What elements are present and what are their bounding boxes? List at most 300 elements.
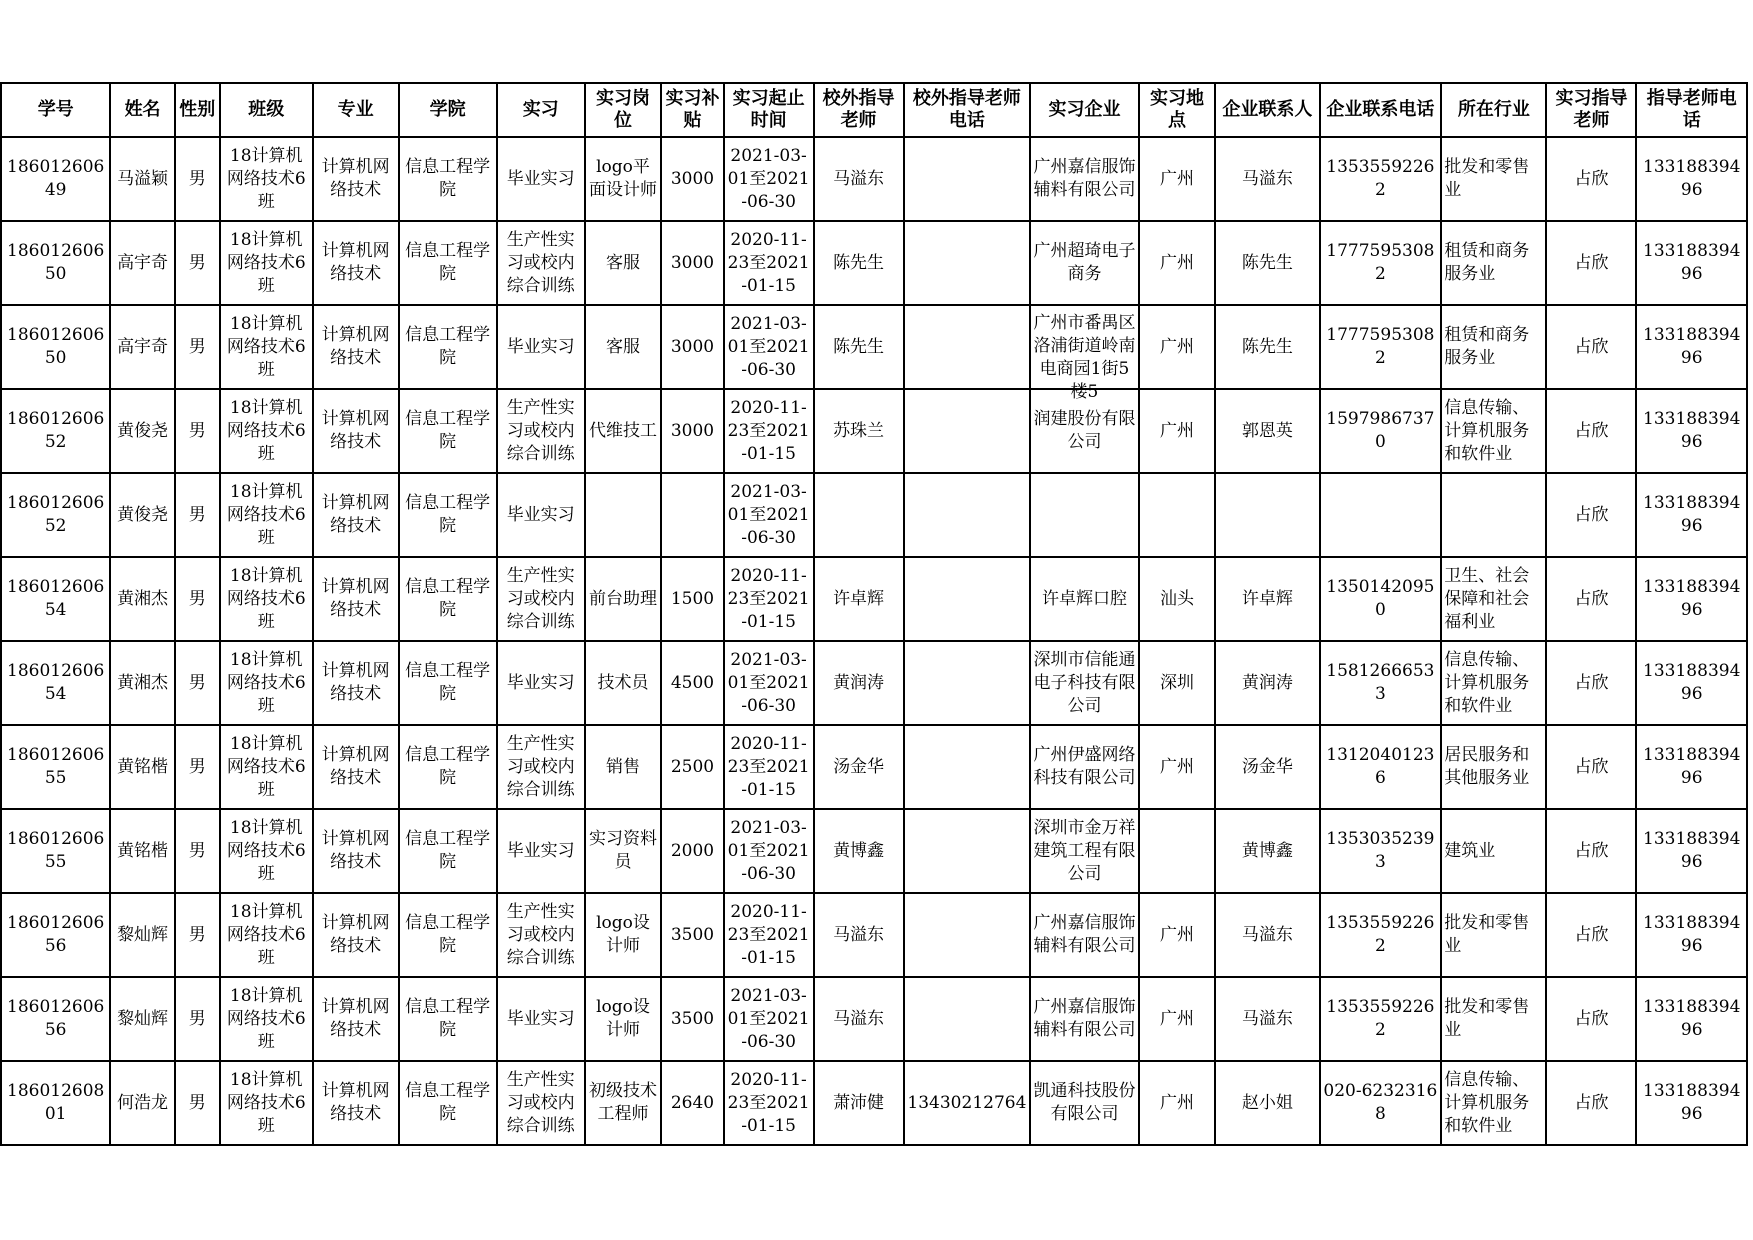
cell-major	[313, 809, 399, 893]
col-header-major: 专业	[313, 83, 399, 137]
cell-industry	[1441, 389, 1546, 473]
cell-college	[399, 893, 497, 977]
cell-internship-type	[497, 893, 585, 977]
cell-subsidy	[661, 977, 723, 1061]
cell-text: 信息工程学院	[405, 493, 491, 536]
cell-gender	[175, 1061, 220, 1145]
cell-text: 2000	[670, 840, 715, 861]
cell-text: 深圳市信能通电子科技有限公司	[1033, 649, 1136, 716]
cell-text: 020-62323168	[1323, 1081, 1438, 1124]
cell-name	[110, 1061, 174, 1145]
col-header-company-phone: 企业联系电话	[1320, 83, 1442, 137]
col-header-internal-mentor: 实习指导老师	[1546, 83, 1636, 137]
cell-text: 18601260650	[7, 325, 105, 368]
cell-text: 凯通科技股份有限公司	[1033, 1081, 1136, 1124]
cell-internship-type	[497, 977, 585, 1061]
cell-subsidy	[661, 137, 723, 221]
cell-text: 3000	[670, 336, 715, 357]
cell-text: 汕头	[1159, 588, 1194, 609]
cell-company-phone	[1320, 1061, 1442, 1145]
cell-text: 广州伊盛网络科技有限公司	[1033, 745, 1136, 788]
cell-location	[1139, 389, 1216, 473]
cell-text: 信息工程学院	[405, 409, 491, 452]
cell-text: 男	[188, 924, 206, 945]
cell-external-mentor	[814, 893, 904, 977]
cell-text: 计算机网络技术	[321, 913, 390, 956]
cell-position	[585, 1061, 662, 1145]
cell-name	[110, 641, 174, 725]
cell-subsidy	[661, 641, 723, 725]
cell-text: 2021-03-01至2021-06-30	[727, 985, 810, 1052]
cell-internship-type	[497, 557, 585, 641]
cell-text: 卫生、社会保障和社会福利业	[1444, 565, 1530, 632]
cell-college	[399, 725, 497, 809]
cell-external-mentor-phone	[904, 389, 1031, 473]
cell-text: 2020-11-23至2021-01-15	[727, 733, 810, 800]
cell-text: 2021-03-01至2021-06-30	[727, 817, 810, 884]
cell-company-contact	[1215, 893, 1319, 977]
cell-college	[399, 1061, 497, 1145]
cell-text: 信息工程学院	[405, 745, 491, 788]
cell-student-id	[1, 557, 110, 641]
cell-major	[313, 473, 399, 557]
cell-internship-type	[497, 1061, 585, 1145]
cell-class	[220, 305, 313, 389]
cell-major	[313, 893, 399, 977]
table-row	[1, 221, 1747, 305]
cell-external-mentor-phone	[904, 641, 1031, 725]
cell-gender	[175, 221, 220, 305]
cell-text: 信息工程学院	[405, 577, 491, 620]
cell-company-contact	[1215, 977, 1319, 1061]
cell-text: 18601260654	[7, 661, 105, 704]
col-header-period: 实习起止时间	[724, 83, 814, 137]
cell-location	[1139, 977, 1216, 1061]
cell-period	[724, 137, 814, 221]
cell-company-phone	[1320, 557, 1442, 641]
cell-gender	[175, 389, 220, 473]
cell-gender	[175, 305, 220, 389]
cell-location	[1139, 137, 1216, 221]
cell-text: 计算机网络技术	[321, 577, 390, 620]
cell-text: 萧沛健	[833, 1092, 885, 1113]
cell-text: 15979867370	[1326, 409, 1435, 452]
cell-text: 润建股份有限公司	[1033, 409, 1136, 452]
cell-class	[220, 221, 313, 305]
cell-student-id	[1, 725, 110, 809]
cell-external-mentor	[814, 725, 904, 809]
cell-text: 客服	[605, 252, 640, 273]
cell-text: 技术员	[597, 672, 649, 693]
cell-text: 13535592262	[1326, 997, 1435, 1040]
cell-college	[399, 977, 497, 1061]
cell-text: 占欣	[1574, 168, 1609, 189]
cell-mentor-phone	[1636, 809, 1747, 893]
cell-mentor-phone	[1636, 893, 1747, 977]
cell-gender	[175, 137, 220, 221]
cell-text: 许卓辉	[1241, 588, 1293, 609]
cell-internal-mentor	[1546, 893, 1636, 977]
cell-text: 计算机网络技术	[321, 325, 390, 368]
cell-period	[724, 389, 814, 473]
cell-company	[1030, 137, 1138, 221]
cell-text: 2021-03-01至2021-06-30	[727, 649, 810, 716]
cell-text: 黄铭楷	[117, 840, 169, 861]
cell-text: 占欣	[1574, 504, 1609, 525]
cell-company	[1030, 977, 1138, 1061]
cell-internship-type	[497, 641, 585, 725]
cell-major	[313, 389, 399, 473]
cell-internal-mentor	[1546, 641, 1636, 725]
cell-text: 计算机网络技术	[321, 157, 390, 200]
cell-text: 黄湘杰	[117, 672, 169, 693]
cell-text: 毕业实习	[506, 168, 575, 189]
cell-company	[1030, 809, 1138, 893]
cell-text: 计算机网络技术	[321, 997, 390, 1040]
cell-college	[399, 305, 497, 389]
cell-college	[399, 389, 497, 473]
cell-text: 生产性实习或校内综合训练	[506, 397, 575, 464]
table-row	[1, 977, 1747, 1061]
cell-text: 男	[188, 252, 206, 273]
cell-internal-mentor	[1546, 305, 1636, 389]
cell-text: logo设计师	[596, 913, 650, 956]
cell-text: 批发和零售业	[1444, 997, 1530, 1040]
cell-internal-mentor	[1546, 221, 1636, 305]
cell-text: 占欣	[1574, 1092, 1609, 1113]
cell-text: 13430212764	[907, 1092, 1027, 1113]
cell-text: 计算机网络技术	[321, 661, 390, 704]
cell-position	[585, 977, 662, 1061]
cell-text: 黄润涛	[833, 672, 885, 693]
cell-mentor-phone	[1636, 473, 1747, 557]
cell-name	[110, 389, 174, 473]
cell-text: 信息工程学院	[405, 241, 491, 284]
cell-text: logo设计师	[596, 997, 650, 1040]
cell-text: 生产性实习或校内综合训练	[506, 229, 575, 296]
cell-text: 毕业实习	[506, 672, 575, 693]
cell-text: 18601260649	[7, 157, 105, 200]
cell-text: 广州	[1159, 168, 1194, 189]
cell-position	[585, 809, 662, 893]
cell-gender	[175, 809, 220, 893]
cell-text: 18601260801	[7, 1081, 105, 1124]
cell-internal-mentor	[1546, 137, 1636, 221]
cell-text: 男	[188, 168, 206, 189]
cell-text: 13530352393	[1326, 829, 1435, 872]
cell-class	[220, 809, 313, 893]
cell-location	[1139, 725, 1216, 809]
cell-company-contact	[1215, 809, 1319, 893]
cell-internal-mentor	[1546, 809, 1636, 893]
cell-internal-mentor	[1546, 1061, 1636, 1145]
cell-mentor-phone	[1636, 557, 1747, 641]
cell-internship-type	[497, 221, 585, 305]
cell-location	[1139, 305, 1216, 389]
cell-text: 陈先生	[833, 252, 885, 273]
cell-text: 18计算机网络技术6班	[226, 565, 306, 632]
cell-text: 计算机网络技术	[321, 409, 390, 452]
cell-major	[313, 1061, 399, 1145]
cell-external-mentor	[814, 641, 904, 725]
cell-text: 占欣	[1574, 588, 1609, 609]
cell-name	[110, 137, 174, 221]
cell-student-id	[1, 473, 110, 557]
cell-text: 2020-11-23至2021-01-15	[727, 1069, 810, 1136]
cell-text: 18601260656	[7, 997, 105, 1040]
cell-text: 信息工程学院	[405, 913, 491, 956]
cell-text: 男	[188, 1008, 206, 1029]
cell-text: 18计算机网络技术6班	[226, 145, 306, 212]
table-row	[1, 893, 1747, 977]
cell-mentor-phone	[1636, 1061, 1747, 1145]
cell-text: 销售	[605, 756, 640, 777]
cell-text: 计算机网络技术	[321, 829, 390, 872]
cell-text: logo平面设计师	[588, 157, 657, 200]
cell-gender	[175, 641, 220, 725]
cell-student-id	[1, 1061, 110, 1145]
cell-text: 信息工程学院	[405, 661, 491, 704]
cell-text: 批发和零售业	[1444, 157, 1530, 200]
cell-external-mentor	[814, 305, 904, 389]
cell-mentor-phone	[1636, 389, 1747, 473]
cell-text: 生产性实习或校内综合训练	[506, 901, 575, 968]
cell-text: 建筑业	[1444, 840, 1496, 861]
cell-text: 13318839496	[1643, 829, 1741, 872]
cell-company-contact	[1215, 1061, 1319, 1145]
cell-period	[724, 977, 814, 1061]
cell-mentor-phone	[1636, 725, 1747, 809]
cell-text: 马溢东	[1241, 924, 1293, 945]
cell-text: 毕业实习	[506, 840, 575, 861]
cell-industry	[1441, 557, 1546, 641]
cell-text: 占欣	[1574, 924, 1609, 945]
table-row	[1, 389, 1747, 473]
cell-industry	[1441, 305, 1546, 389]
col-header-gender: 性别	[175, 83, 220, 137]
cell-college	[399, 641, 497, 725]
cell-gender	[175, 893, 220, 977]
cell-company-phone	[1320, 473, 1442, 557]
cell-gender	[175, 977, 220, 1061]
cell-college	[399, 809, 497, 893]
cell-text: 马溢东	[1241, 1008, 1293, 1029]
cell-internship-type	[497, 725, 585, 809]
cell-text: 广州	[1159, 1092, 1194, 1113]
cell-text: 男	[188, 504, 206, 525]
cell-text: 13120401236	[1326, 745, 1435, 788]
cell-major	[313, 221, 399, 305]
cell-text: 3000	[670, 168, 715, 189]
cell-text: 13318839496	[1643, 157, 1741, 200]
cell-text: 广州	[1159, 252, 1194, 273]
cell-text: 黄铭楷	[117, 756, 169, 777]
cell-company-phone	[1320, 221, 1442, 305]
cell-period	[724, 1061, 814, 1145]
cell-text: 苏珠兰	[833, 420, 885, 441]
col-header-student-id: 学号	[1, 83, 110, 137]
cell-external-mentor-phone	[904, 809, 1031, 893]
cell-text: 4500	[670, 672, 715, 693]
col-header-internship-type: 实习	[497, 83, 585, 137]
cell-gender	[175, 557, 220, 641]
cell-text: 信息工程学院	[405, 157, 491, 200]
cell-major	[313, 977, 399, 1061]
cell-text: 18计算机网络技术6班	[226, 985, 306, 1052]
cell-internship-type	[497, 809, 585, 893]
cell-company-phone	[1320, 725, 1442, 809]
cell-text: 信息工程学院	[405, 1081, 491, 1124]
cell-text: 黄博鑫	[833, 840, 885, 861]
cell-text: 生产性实习或校内综合训练	[506, 565, 575, 632]
cell-location	[1139, 557, 1216, 641]
cell-text: 2640	[670, 1092, 715, 1113]
cell-major	[313, 725, 399, 809]
table-row	[1, 725, 1747, 809]
cell-text: 3500	[670, 1008, 715, 1029]
cell-internal-mentor	[1546, 557, 1636, 641]
cell-student-id	[1, 221, 110, 305]
cell-mentor-phone	[1636, 977, 1747, 1061]
cell-text: 18计算机网络技术6班	[226, 901, 306, 968]
cell-position	[585, 725, 662, 809]
col-header-company-contact: 企业联系人	[1215, 83, 1319, 137]
cell-company	[1030, 641, 1138, 725]
cell-college	[399, 137, 497, 221]
cell-name	[110, 305, 174, 389]
cell-text: 深圳市金万祥建筑工程有限公司	[1033, 817, 1136, 884]
col-header-mentor-phone: 指导老师电话	[1636, 83, 1747, 137]
cell-industry	[1441, 893, 1546, 977]
cell-name	[110, 725, 174, 809]
cell-subsidy	[661, 893, 723, 977]
cell-text: 信息工程学院	[405, 997, 491, 1040]
cell-period	[724, 557, 814, 641]
cell-student-id	[1, 977, 110, 1061]
table-row	[1, 1061, 1747, 1145]
cell-text: 计算机网络技术	[321, 241, 390, 284]
cell-text: 占欣	[1574, 420, 1609, 441]
cell-text: 许卓辉口腔	[1041, 588, 1127, 609]
cell-text: 黄润涛	[1241, 672, 1293, 693]
table-row	[1, 473, 1747, 557]
cell-text: 信息传输、计算机服务和软件业	[1444, 1069, 1530, 1136]
cell-internal-mentor	[1546, 977, 1636, 1061]
cell-college	[399, 557, 497, 641]
cell-text: 郭恩英	[1241, 420, 1293, 441]
cell-text: 13318839496	[1643, 661, 1741, 704]
cell-text: 广州嘉信服饰辅料有限公司	[1033, 997, 1136, 1040]
cell-text: 广州超琦电子商务	[1033, 241, 1136, 284]
cell-class	[220, 137, 313, 221]
cell-text: 2021-03-01至2021-06-30	[727, 481, 810, 548]
cell-company	[1030, 725, 1138, 809]
cell-text: 广州	[1159, 336, 1194, 357]
cell-text: 2020-11-23至2021-01-15	[727, 397, 810, 464]
cell-student-id	[1, 305, 110, 389]
cell-text: 2021-03-01至2021-06-30	[727, 145, 810, 212]
cell-text: 3500	[670, 924, 715, 945]
cell-text: 赵小姐	[1241, 1092, 1293, 1113]
cell-period	[724, 221, 814, 305]
cell-text: 高宇奇	[117, 336, 169, 357]
cell-subsidy	[661, 725, 723, 809]
cell-text: 18601260655	[7, 745, 105, 788]
cell-period	[724, 809, 814, 893]
cell-industry	[1441, 725, 1546, 809]
cell-text: 黎灿辉	[117, 1008, 169, 1029]
cell-text: 男	[188, 1092, 206, 1113]
cell-industry	[1441, 809, 1546, 893]
cell-text: 18计算机网络技术6班	[226, 1069, 306, 1136]
cell-text: 马溢东	[1241, 168, 1293, 189]
cell-external-mentor-phone	[904, 473, 1031, 557]
cell-text: 13318839496	[1643, 409, 1741, 452]
cell-text: 13318839496	[1643, 913, 1741, 956]
cell-gender	[175, 473, 220, 557]
cell-text: 信息传输、计算机服务和软件业	[1444, 649, 1530, 716]
cell-internal-mentor	[1546, 725, 1636, 809]
cell-text: 陈先生	[833, 336, 885, 357]
internship-table	[0, 82, 1748, 1146]
cell-internship-type	[497, 473, 585, 557]
cell-position	[585, 473, 662, 557]
cell-external-mentor-phone	[904, 137, 1031, 221]
cell-internship-type	[497, 137, 585, 221]
cell-location	[1139, 641, 1216, 725]
cell-text: 男	[188, 672, 206, 693]
cell-text: 高宇奇	[117, 252, 169, 273]
cell-position	[585, 137, 662, 221]
cell-external-mentor-phone	[904, 557, 1031, 641]
cell-name	[110, 809, 174, 893]
cell-company-contact	[1215, 389, 1319, 473]
cell-text: 许卓辉	[833, 588, 885, 609]
cell-text: 前台助理	[588, 588, 657, 609]
cell-industry	[1441, 473, 1546, 557]
col-header-name: 姓名	[110, 83, 174, 137]
cell-company-phone	[1320, 305, 1442, 389]
table-row	[1, 809, 1747, 893]
cell-position	[585, 893, 662, 977]
cell-text: 2500	[670, 756, 715, 777]
cell-text: 13318839496	[1643, 745, 1741, 788]
cell-student-id	[1, 893, 110, 977]
cell-subsidy	[661, 305, 723, 389]
cell-text: 13501420950	[1326, 577, 1435, 620]
cell-student-id	[1, 641, 110, 725]
cell-text: 信息工程学院	[405, 829, 491, 872]
cell-text: 男	[188, 840, 206, 861]
cell-text: 租赁和商务服务业	[1444, 325, 1530, 368]
cell-text: 18601260656	[7, 913, 105, 956]
cell-text: 13318839496	[1643, 997, 1741, 1040]
col-header-location: 实习地点	[1139, 83, 1216, 137]
cell-location	[1139, 221, 1216, 305]
cell-external-mentor	[814, 977, 904, 1061]
cell-company	[1030, 473, 1138, 557]
cell-text: 广州嘉信服饰辅料有限公司	[1033, 157, 1136, 200]
cell-text: 居民服务和其他服务业	[1444, 745, 1530, 788]
cell-position	[585, 389, 662, 473]
cell-text: 18601260654	[7, 577, 105, 620]
table-row	[1, 557, 1747, 641]
cell-external-mentor-phone	[904, 305, 1031, 389]
cell-internship-type	[497, 389, 585, 473]
cell-company-contact	[1215, 725, 1319, 809]
cell-period	[724, 725, 814, 809]
cell-company-phone	[1320, 809, 1442, 893]
